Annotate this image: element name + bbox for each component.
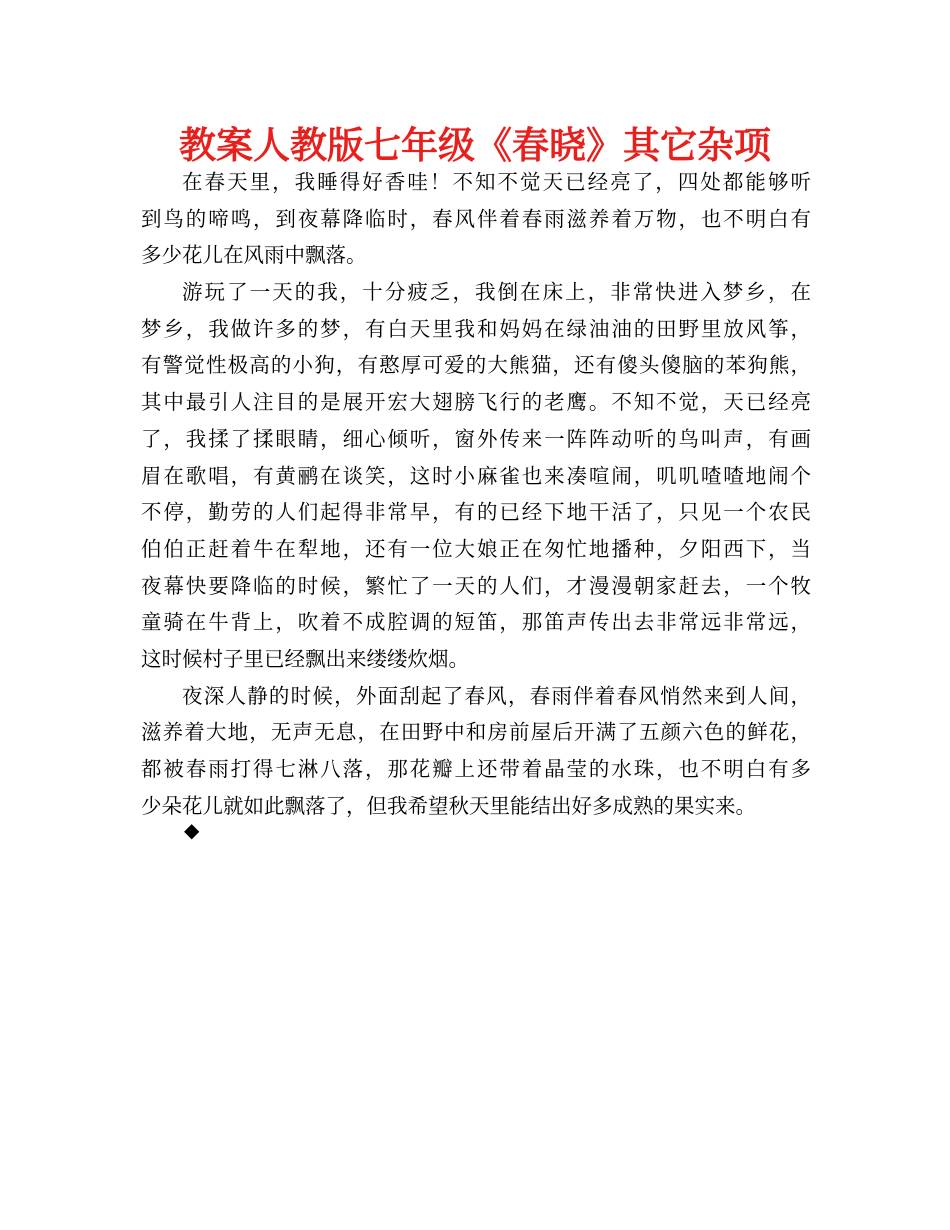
text-line: 其中最引人注目的是展开宏大翅膀飞行的老鹰。不知不觉，天已经亮 [141,390,811,415]
text-line: 到鸟的啼鸣，到夜幕降临时，春风伴着春雨滋养着万物，也不明白有 [141,206,811,231]
paragraph [141,274,811,678]
text-line: 少朵花儿就如此飘落了，但我希望秋天里能结出好多成熟的果实来。 [141,793,756,818]
document-title: 教案人教版七年级《春晓》其它杂项 [179,124,771,167]
text-line: 不停，勤劳的人们起得非常早，有的已经下地干活了，只见一个农民 [141,500,811,525]
paragraph [141,678,811,825]
text-line: 游玩了一天的我，十分疲乏，我倒在床上，非常快进入梦乡，在 [182,280,811,305]
paragraph [141,164,811,274]
text-line: 夜幕快要降临的时候，繁忙了一天的人们，才漫漫朝家赶去，一个牧 [141,573,811,598]
text-line: 梦乡，我做许多的梦，有白天里我和妈妈在绿油油的田野里放风筝， [141,316,811,341]
document-body [141,164,811,824]
text-line: 在春天里，我睡得好香哇！不知不觉天已经亮了，四处都能够听 [182,170,811,194]
text-line: 眉在歌唱，有黄鹂在谈笑，这时小麻雀也来凑喧闹，叽叽喳喳地闹个 [141,463,811,488]
text-line: 了，我揉了揉眼睛，细心倾听，窗外传来一阵阵动听的鸟叫声，有画 [141,426,811,451]
text-line: 这时候村子里已经飘出来缕缕炊烟。 [141,646,469,671]
text-line: 有警觉性极高的小狗，有憨厚可爱的大熊猫，还有傻头傻脑的苯狗熊， [141,353,811,378]
diamond-icon: ◆ [184,818,200,842]
text-line: 滋养着大地，无声无息，在田野中和房前屋后开满了五颜六色的鲜花， [141,720,811,745]
text-line: 伯伯正赶着牛在犁地，还有一位大娘正在匆忙地播种，夕阳西下，当 [141,536,811,561]
text-line: 都被春雨打得七淋八落，那花瓣上还带着晶莹的水珠，也不明白有多 [141,757,811,781]
text-line: 多少花儿在风雨中飘落。 [141,243,367,268]
text-line: 夜深人静的时候，外面刮起了春风，春雨伴着春风悄然来到人间， [182,683,811,708]
text-line: 童骑在牛背上，吹着不成腔调的短笛，那笛声传出去非常远非常远， [141,610,811,635]
